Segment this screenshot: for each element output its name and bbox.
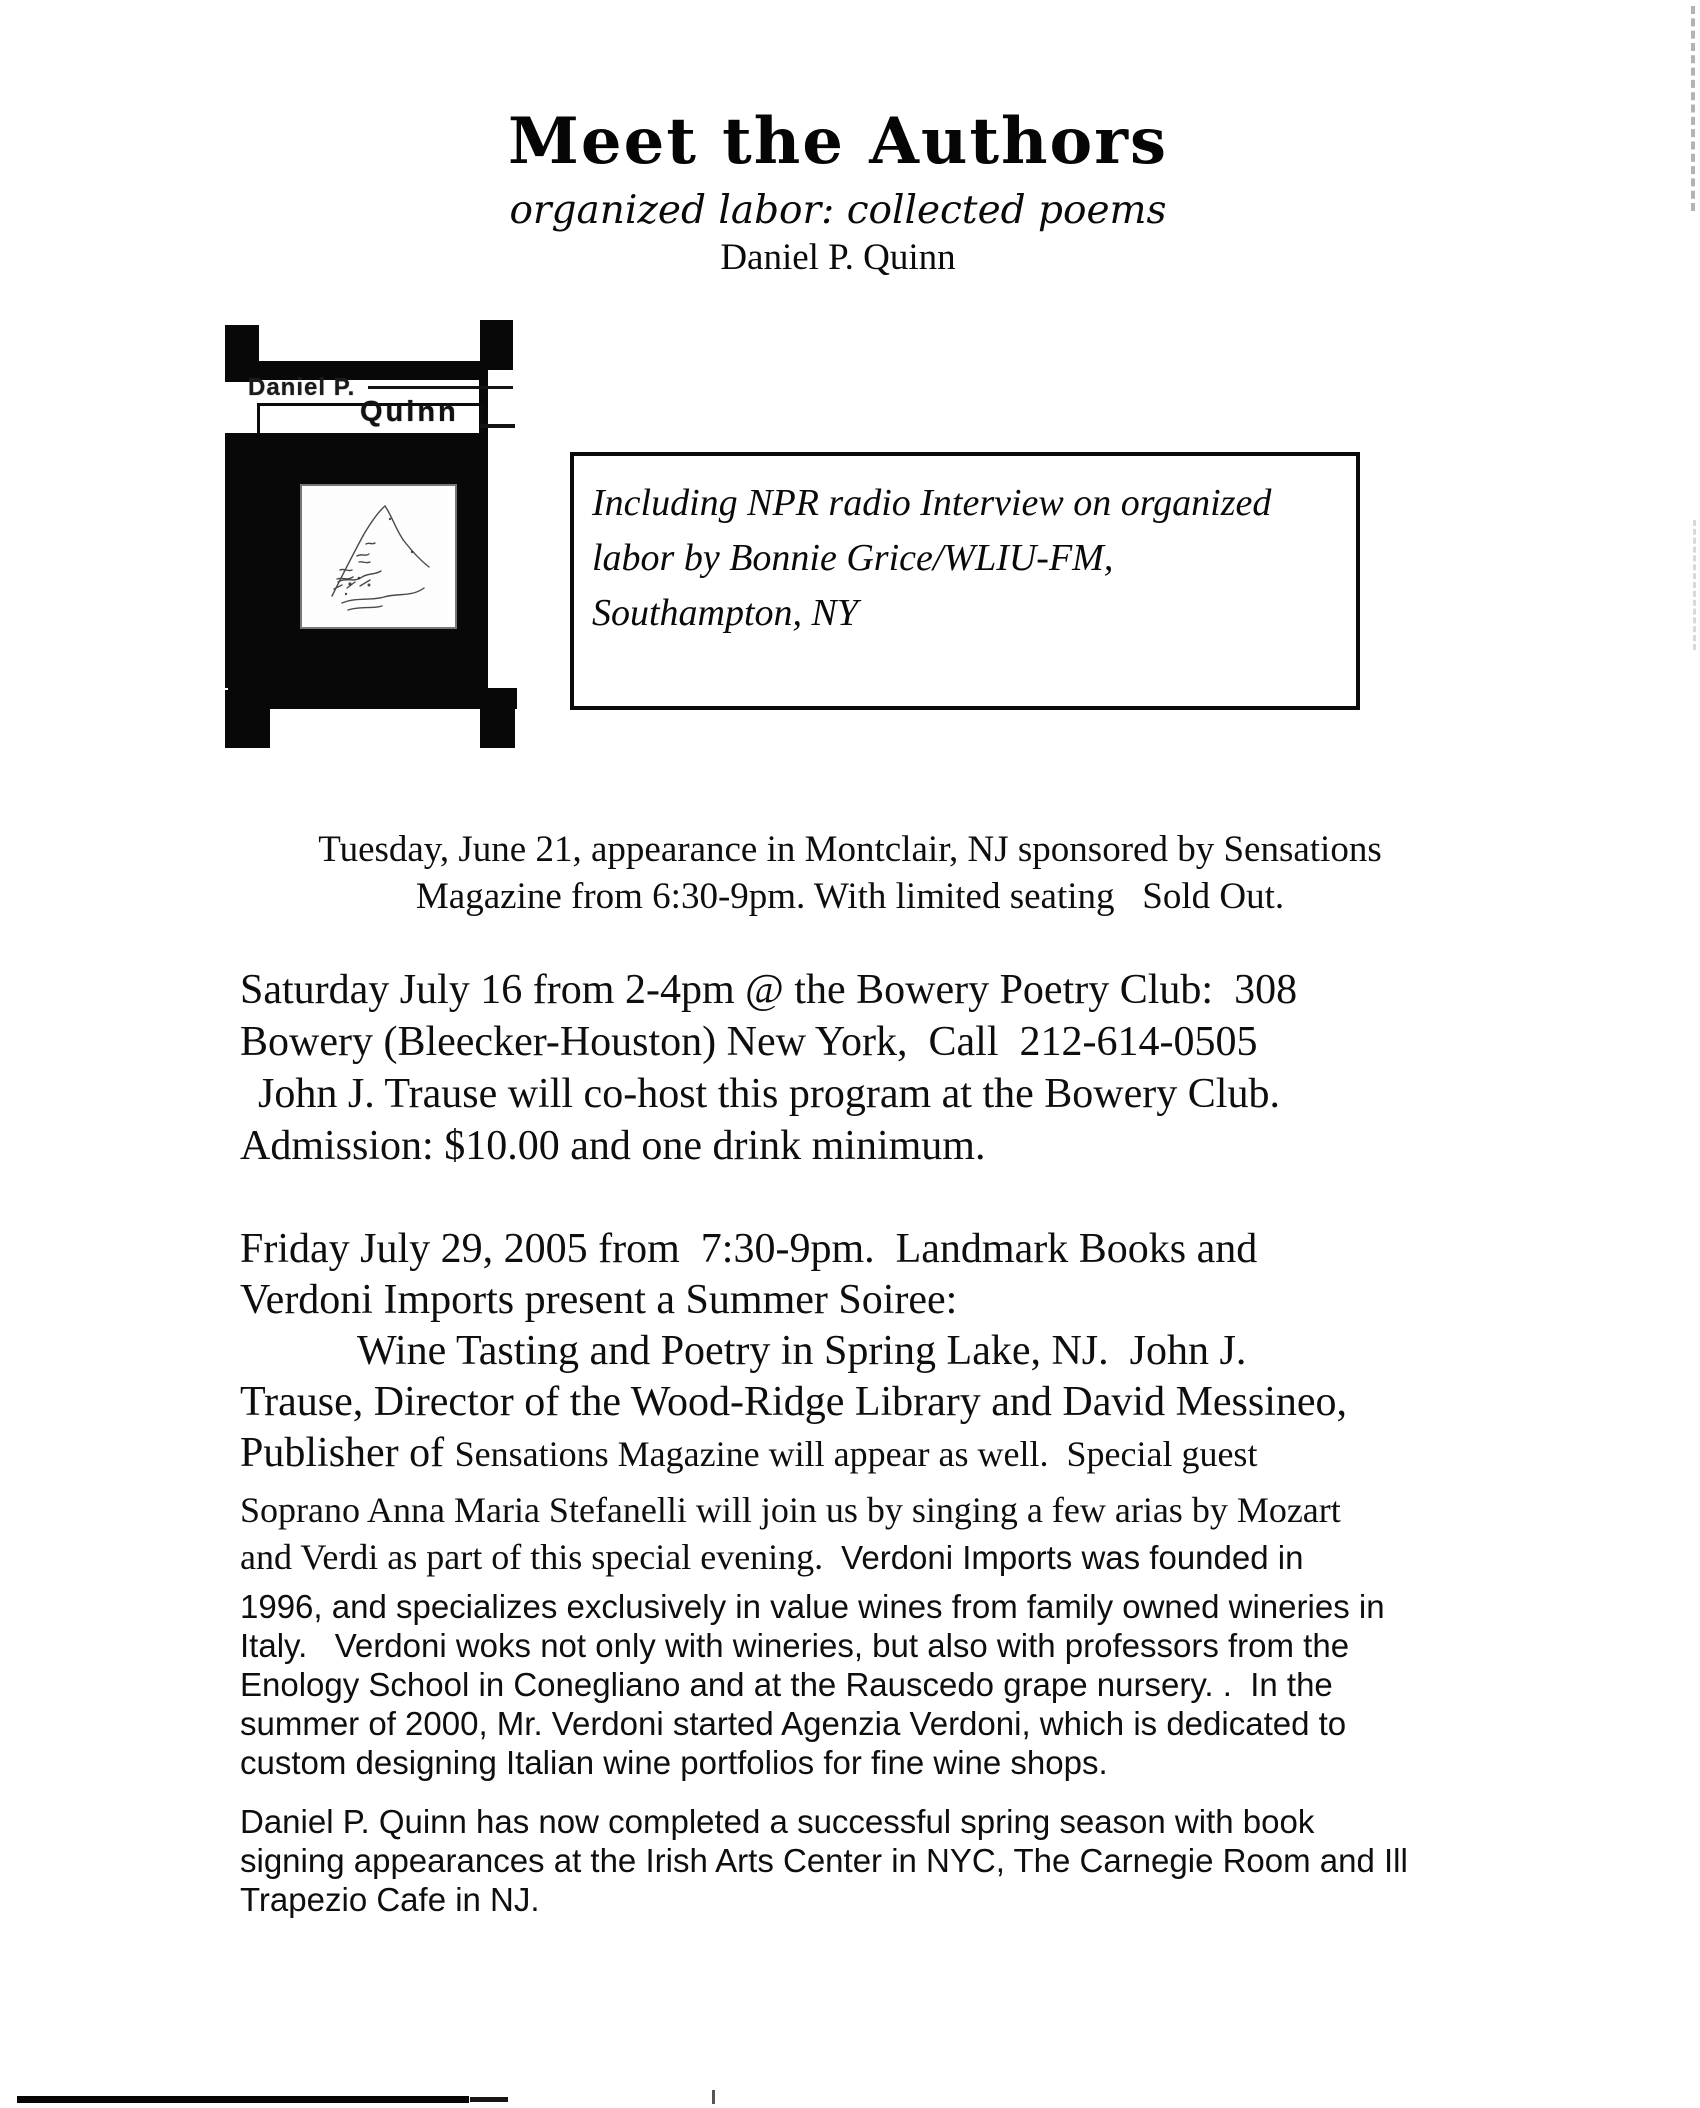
closing-paragraph — [240, 1802, 1408, 1919]
scan-artifact-tick — [712, 2090, 715, 2104]
cover-corner-bottom-left — [225, 690, 270, 748]
closing-text-line: Trapezio Cafe in NJ. — [240, 1881, 540, 1918]
event-text-line: 1996, and specializes exclusively in value wines from family owned wineries in — [240, 1588, 1385, 1625]
sketch-drawing-icon — [302, 486, 455, 627]
text-segment: Publisher of — [240, 1430, 455, 1476]
scan-artifact-edge-dashes — [1691, 6, 1695, 211]
event-montclair — [130, 826, 1570, 920]
cover-sketch-art — [300, 484, 457, 629]
text-segment: will appear as well. Special guest — [759, 1434, 1258, 1474]
event-text-line: Saturday July 16 from 2-4pm @ the Bowery Poetry Club: 308 — [240, 967, 1298, 1013]
cover-mid-bar — [225, 433, 485, 445]
page-title: Meet the Authors — [508, 104, 1168, 179]
book-subtitle: organized labor: collected poems — [509, 188, 1167, 233]
npr-line: Including NPR radio Interview on organized — [592, 482, 1272, 524]
event-text-line: John J. Trause will co-host this program at the Bowery Club. — [258, 1071, 1280, 1117]
event-bowery — [240, 964, 1297, 1172]
scan-artifact-edge-dashes — [1693, 520, 1696, 650]
event-text-line: Trause, Director of the Wood-Ridge Library and David Messineo, — [240, 1379, 1348, 1425]
event-text-line: Bowery (Bleecker-Houston) New York, Call 212-614-0505 — [240, 1019, 1258, 1065]
cover-rule-lower — [480, 424, 515, 428]
npr-line: labor by Bonnie Grice/WLIU-FM, — [592, 537, 1114, 579]
event-text-line: Magazine from 6:30-9pm. With limited seating Sold Out. — [415, 876, 1285, 917]
event-summer-soiree — [240, 1224, 1385, 1782]
author-byline: Daniel P. Quinn — [720, 237, 956, 278]
text-segment: Sensations Magazine — [454, 1434, 760, 1474]
closing-text-line: signing appearances at the Irish Arts Center in NYC, The Carnegie Room and Ill — [240, 1842, 1408, 1879]
cover-author-first-name: Daniel P. — [248, 374, 356, 401]
event-text-line: Wine Tasting and Poetry in Spring Lake, NJ. John J. — [357, 1328, 1247, 1374]
npr-interview-box — [570, 452, 1360, 710]
event-text-line: Soprano Anna Maria Stefanelli will join us by singing a few arias by Mozart — [240, 1490, 1341, 1530]
cover-author-last-name: Quinn — [360, 396, 459, 428]
scan-artifact-bottom-line — [17, 2096, 469, 2103]
event-text-line: Tuesday, June 21, appearance in Montclair, NJ sponsored by Sensations — [318, 829, 1382, 870]
event-text-line: Admission: $10.00 and one drink minimum. — [240, 1123, 986, 1169]
text-segment: Verdoni Imports was founded in — [841, 1539, 1304, 1576]
npr-line: Southampton, NY — [592, 592, 859, 634]
cover-corner-bottom-right — [480, 705, 515, 748]
event-text-line: custom designing Italian wine portfolios for fine wine shops. — [240, 1744, 1108, 1781]
cover-bottom-band — [228, 688, 517, 709]
scan-artifact-bottom-line — [470, 2097, 508, 2102]
cover-corner-top-right — [480, 320, 513, 370]
event-text-line: Friday July 29, 2005 from 7:30-9pm. Landmark Books and — [240, 1226, 1258, 1272]
event-text-line: Verdoni Imports present a Summer Soiree: — [240, 1277, 958, 1323]
closing-text-line: Daniel P. Quinn has now completed a successful spring season with book — [240, 1803, 1315, 1840]
event-text-line: Italy. Verdoni woks not only with wineries, but also with professors from the — [240, 1627, 1350, 1664]
event-text-line — [240, 1428, 1385, 1486]
event-text-line: Enology School in Conegliano and at the Rauscedo grape nursery. . In the — [240, 1666, 1333, 1703]
event-text-line — [240, 1535, 1385, 1587]
cover-rule-upper — [368, 386, 513, 389]
event-text-line: summer of 2000, Mr. Verdoni started Agenzia Verdoni, which is dedicated to — [240, 1705, 1347, 1742]
text-segment: and Verdi as part of this special evening. — [240, 1537, 842, 1577]
